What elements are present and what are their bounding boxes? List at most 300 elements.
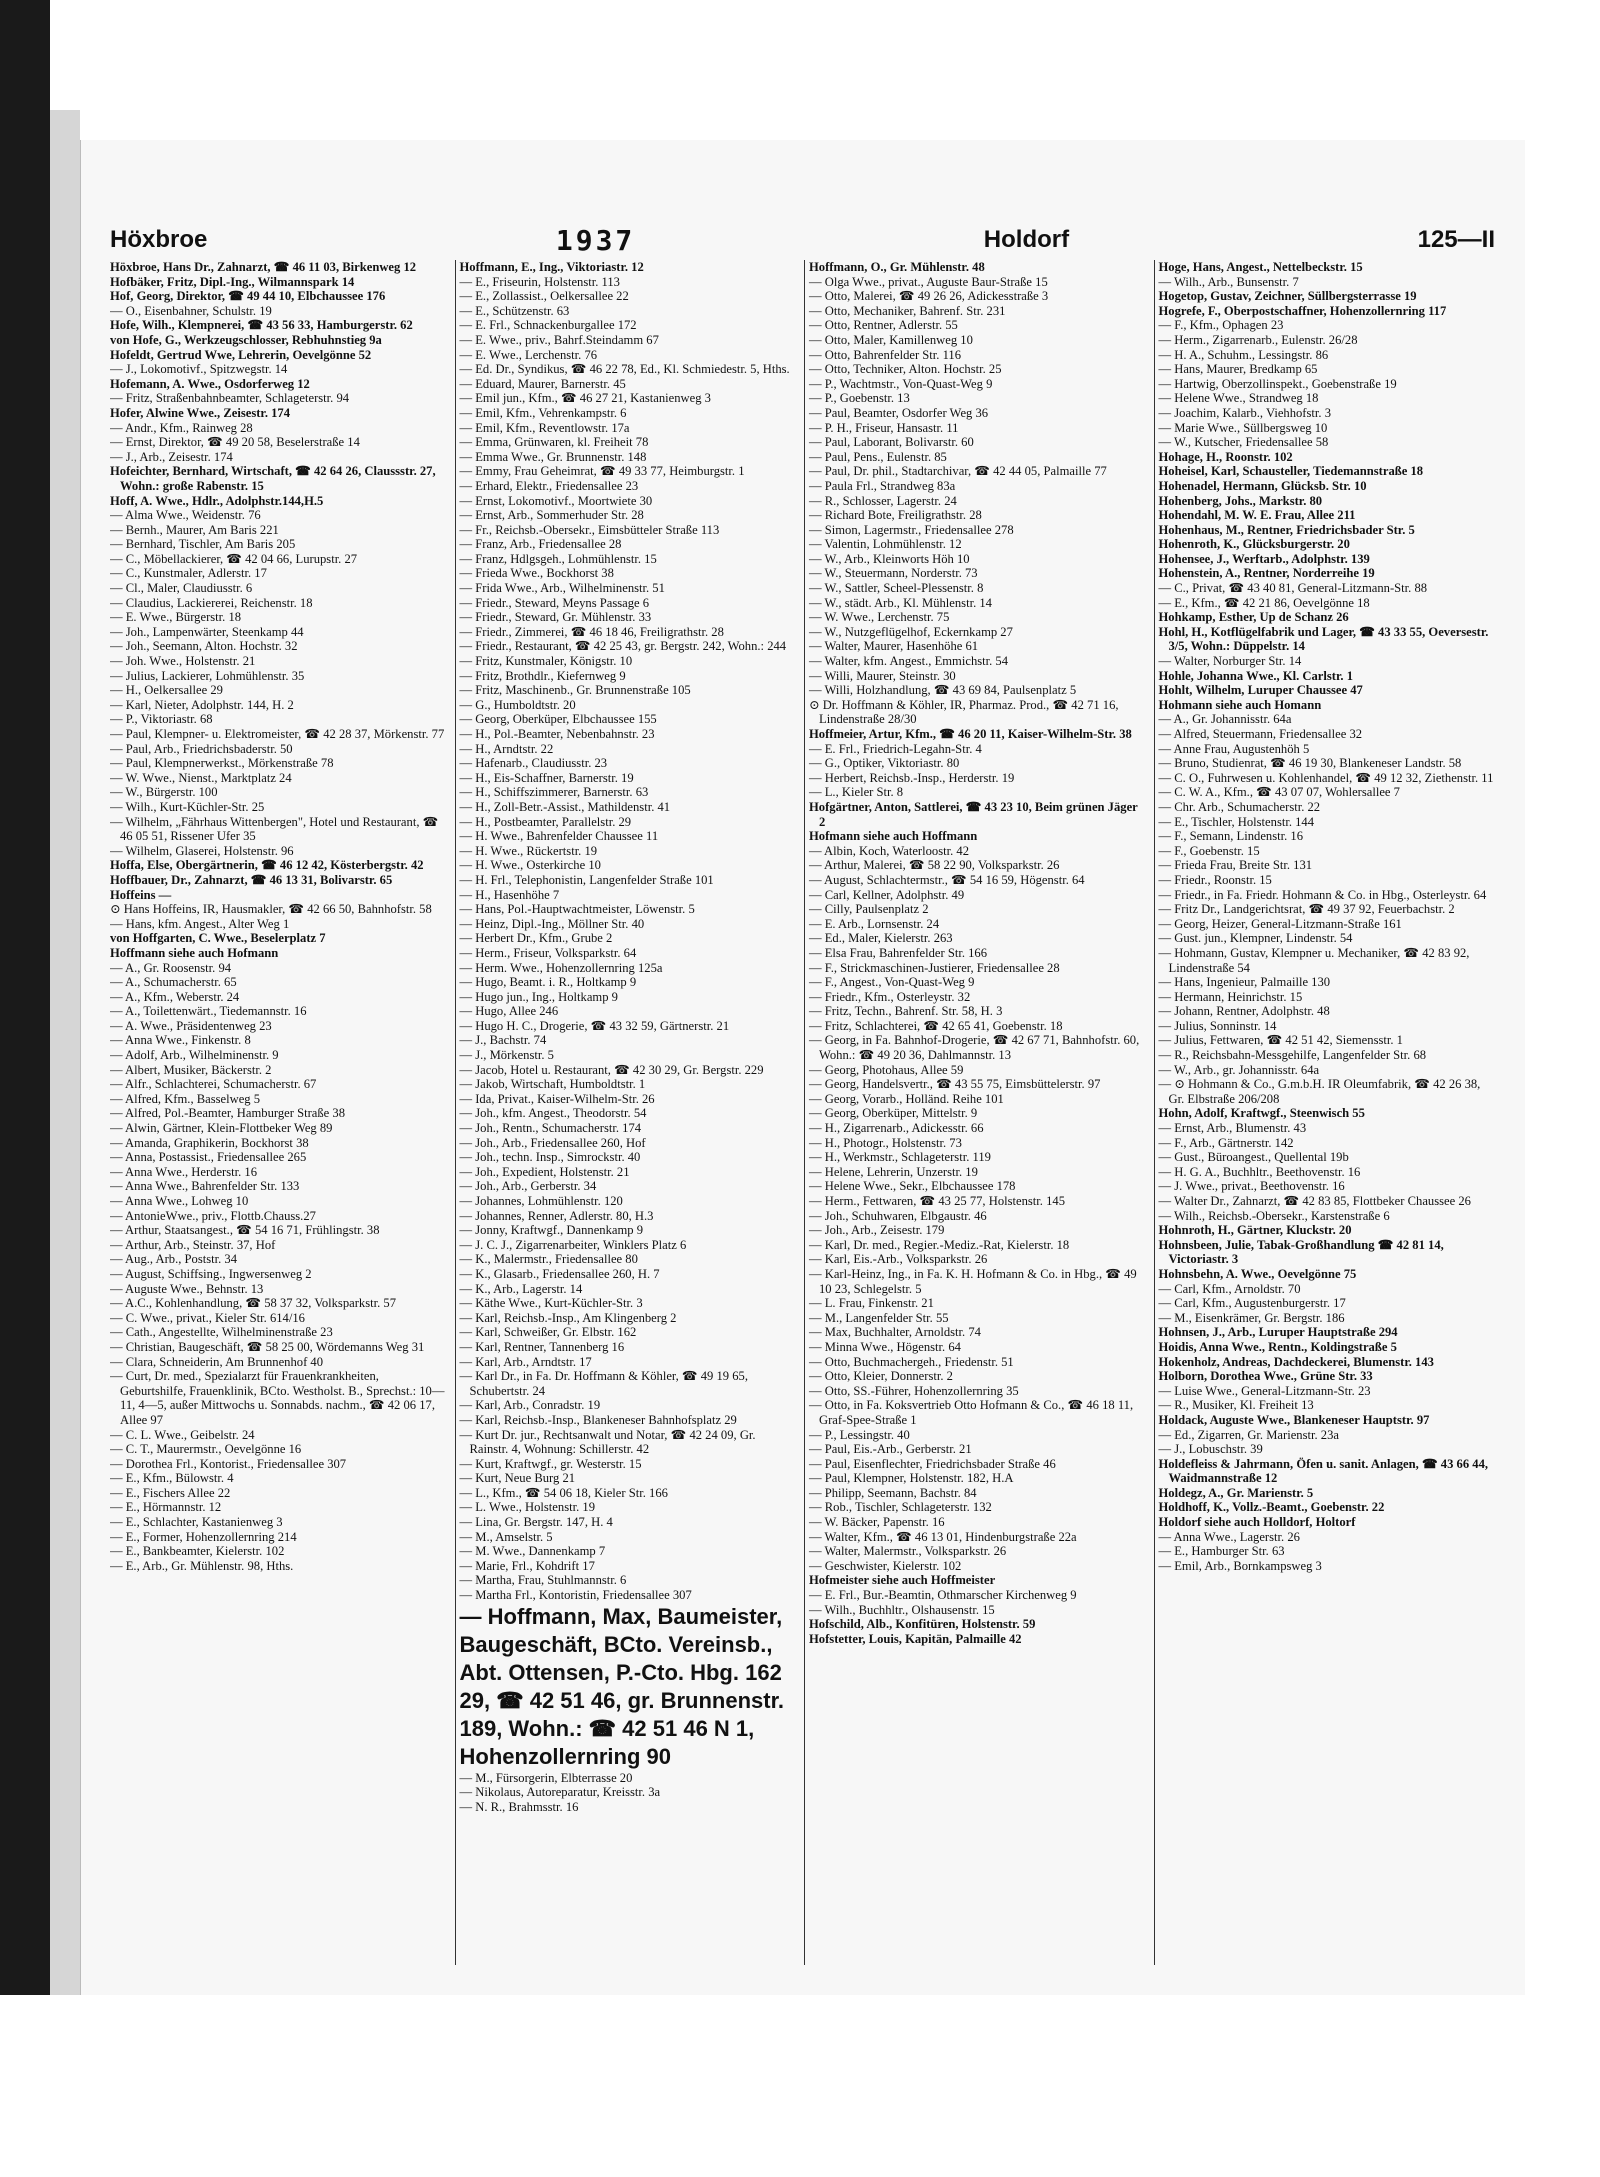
directory-entry: — Alfr., Schlachterei, Schumacherstr. 67 (110, 1077, 317, 1092)
directory-entry: — R., Reichsbahn-Messgehilfe, Langenfelder Str. 68 (1158, 1048, 1427, 1063)
directory-entry: — Otto, Kleier, Donnerstr. 2 (809, 1369, 953, 1384)
previous-page-edge (50, 110, 80, 1995)
directory-entry: — Hans, Maurer, Bredkamp 65 (1158, 362, 1318, 377)
directory-entry: — H. Wwe., Bahrenfelder Chaussee 11 (459, 829, 659, 844)
directory-entry: — Dorothea Frl., Kontorist., Friedensallee 307 (110, 1456, 347, 1471)
directory-entry: — Georg, Oberküper, Mittelstr. 9 (809, 1106, 978, 1121)
directory-entry: — Joh., Rentn., Schumacherstr. 174 (459, 1121, 642, 1136)
directory-entry: Hofstetter, Louis, Kapitän, Palmaille 42 (809, 1631, 1022, 1646)
directory-entry: Hohkamp, Esther, Up de Schanz 26 (1158, 610, 1349, 625)
directory-entry: Hoheisel, Karl, Schausteller, Tiedemannstraße 18 (1158, 464, 1424, 479)
directory-entry: — Hans, Ingenieur, Palmaille 130 (1158, 975, 1331, 990)
directory-entry: — F., Semann, Lindenstr. 16 (1158, 829, 1304, 844)
directory-entry: — Otto, Malerei, ☎ 49 26 26, Adickesstraße 3 (809, 289, 1049, 304)
directory-entry: — Herm., Friseur, Volksparkstr. 64 (459, 945, 637, 960)
directory-entry: Hof, Georg, Direktor, ☎ 49 44 10, Elbchaussee 176 (110, 289, 386, 304)
directory-entry: — W., Kutscher, Friedensallee 58 (1158, 435, 1329, 450)
directory-entry: — Ed., Maler, Kielerstr. 263 (809, 931, 953, 946)
directory-entry: Hofgärtner, Anton, Sattlerei, ☎ 43 23 10, Beim grünen Jäger 2 (809, 799, 1138, 829)
page-header (110, 222, 1495, 258)
directory-entry: — Fritz Dr., Landgerichtsrat, ☎ 49 37 92, Feuerbachstr. 2 (1158, 902, 1455, 917)
directory-entry: — Paul, Pens., Eulenstr. 85 (809, 449, 947, 464)
directory-entry: — Hugo, Beamt. i. R., Holtkamp 9 (459, 975, 637, 990)
directory-entry: — Emma Wwe., Gr. Brunnenstr. 148 (459, 449, 647, 464)
directory-entry: — Albert, Musiker, Bäckerstr. 2 (110, 1062, 272, 1077)
directory-entry: — Kurt, Neue Burg 21 (459, 1471, 576, 1486)
directory-entry: — Alfred, Steuermann, Friedensallee 32 (1158, 727, 1363, 741)
directory-entry: — Philipp, Seemann, Bachstr. 84 (809, 1485, 977, 1500)
directory-entry: — Wilhelm, Glaserei, Holstenstr. 96 (110, 843, 294, 858)
directory-entry: — Richard Bote, Freiligrathstr. 28 (809, 508, 982, 523)
directory-entry: — Franz, Hdlgsgeh., Lohmühlenstr. 15 (459, 551, 657, 566)
directory-entry: — Kurt Dr. jur., Rechtsanwalt und Notar, ☎ 42 24 09, Gr. Rainstr. 4, Wohnung: Schillerstr. 42 (459, 1427, 756, 1457)
directory-entry: von Hofe, G., Werkzeugschlosser, Rebhuhnstieg 9a (110, 332, 382, 347)
directory-entry: — E., Zollassist., Oelkersallee 22 (459, 289, 629, 304)
directory-entry: — Hermann, Heinrichstr. 15 (1158, 989, 1303, 1004)
directory-entry: — Walter, Maurer, Hasenhöhe 61 (809, 639, 979, 654)
directory-entry: — Karl, Eis.-Arb., Volksparkstr. 26 (809, 1252, 988, 1267)
directory-entry: — Fr., Reichsb.-Obersekr., Eimsbütteler Straße 113 (459, 522, 720, 537)
directory-entry: Hohmann siehe auch Homann (1158, 697, 1322, 712)
directory-entry: — J., Bachstr. 74 (459, 1033, 547, 1048)
directory-entry: Hofemann, A. Wwe., Osdorferweg 12 (110, 376, 310, 391)
directory-entry: — Willi, Maurer, Steinstr. 30 (809, 668, 956, 683)
directory-entry: Hofeichter, Bernhard, Wirtschaft, ☎ 42 64 26, Claussstr. 27, Wohn.: große Rabenstr. 15 (110, 464, 436, 493)
directory-entry: — Eduard, Maurer, Barnerstr. 45 (459, 376, 626, 391)
directory-entry: — Willi, Holzhandlung, ☎ 43 69 84, Paulsenplatz 5 (809, 683, 1077, 698)
directory-entry: Hohnroth, H., Gärtner, Kluckstr. 20 (1158, 1223, 1352, 1238)
directory-entry: — M. Wwe., Dannenkamp 7 (459, 1544, 606, 1559)
directory-entry: — Frieda Wwe., Bockhorst 38 (459, 566, 614, 581)
directory-entry: — Georg, Heizer, General-Litzmann-Straße 161 (1158, 916, 1402, 931)
directory-entry: — Joh., techn. Insp., Simrockstr. 40 (459, 1150, 641, 1165)
directory-entry: — Georg, Photohaus, Allee 59 (809, 1062, 964, 1077)
directory-entry: — Helene Wwe., Sekr., Elbchaussee 178 (809, 1179, 1016, 1194)
directory-entry: Hohnsbehn, A. Wwe., Oevelgönne 75 (1158, 1266, 1357, 1281)
directory-entry: — E. Frl., Bur.-Beamtin, Othmarscher Kirchenweg 9 (809, 1588, 1077, 1603)
directory-entry: — Joachim, Kalarb., Viehhofstr. 3 (1158, 405, 1331, 420)
directory-entry: — Georg, Vorarb., Holländ. Reihe 101 (809, 1091, 1004, 1106)
directory-entry: ⊙ Dr. Hoffmann & Köhler, IR, Pharmaz. Prod., ☎ 42 71 16, Lindenstraße 28/30 (809, 697, 1119, 727)
directory-entry: — Joh., Seemann, Alton. Hochstr. 32 (110, 639, 298, 654)
directory-entry: — Olga Wwe., privat., Auguste Baur-Straße 15 (809, 274, 1048, 289)
directory-entry: — Auguste Wwe., Behnstr. 13 (110, 1281, 264, 1296)
directory-entry: — Emil jun., Kfm., ☎ 46 27 21, Kastanienweg 3 (459, 391, 711, 406)
directory-entry: Hoge, Hans, Angest., Nettelbeckstr. 15 (1158, 260, 1363, 274)
directory-entry: — Hans, kfm. Angest., Alter Weg 1 (110, 916, 290, 931)
directory-entry: — P., Wachtmstr., Von-Quast-Weg 9 (809, 376, 993, 391)
directory-entry: Hogrefe, F., Oberpostschaffner, Hohenzollernring 117 (1158, 303, 1447, 318)
directory-entry: — Anna Wwe., Finkenstr. 8 (110, 1033, 251, 1048)
directory-entry: — Emil, Kfm., Vehrenkampstr. 6 (459, 405, 627, 420)
directory-entry: — E., Fischers Allee 22 (110, 1485, 231, 1500)
directory-entry: — Anna Wwe., Lohweg 10 (110, 1194, 249, 1208)
directory-entry: — Karl, Nieter, Adolphstr. 144, H. 2 (110, 697, 294, 712)
directory-entry: — Joh., Arb., Zeisestr. 179 (809, 1223, 945, 1238)
directory-entry: — Carl, Kellner, Adolphstr. 49 (809, 887, 965, 902)
directory-entry: Hohensee, J., Werftarb., Adolphstr. 139 (1158, 551, 1370, 566)
directory-entry: — E. Arb., Lornsenstr. 24 (809, 916, 940, 931)
directory-entry: — Wilh., Kurt-Küchler-Str. 25 (110, 799, 265, 814)
directory-entry: — Friedr., Steward, Gr. Mühlenstr. 33 (459, 610, 652, 625)
page-number: 125—II (1417, 226, 1495, 253)
directory-entry: — M., Amselstr. 5 (459, 1529, 553, 1544)
directory-entry: — E., Hamburger Str. 63 (1158, 1544, 1285, 1559)
directory-entry: — G., Humboldtstr. 20 (459, 697, 576, 712)
directory-entry: — Otto, in Fa. Koksvertrieb Otto Hofmann & Co., ☎ 46 18 11, Graf-Spee-Straße 1 (809, 1398, 1134, 1427)
directory-entry: — Karl, Arb., Conradstr. 19 (459, 1398, 601, 1413)
directory-entry: — W., Sattler, Scheel-Plessenstr. 8 (809, 581, 984, 596)
directory-entry: Hofschild, Alb., Konfitüren, Holstenstr. 59 (809, 1617, 1036, 1632)
directory-entry: — Paul, Eisenflechter, Friedrichsbader Straße 46 (809, 1456, 1056, 1471)
directory-entry: — E. Frl., Friedrich-Legahn-Str. 4 (809, 741, 982, 756)
directory-entry: — Martha Frl., Kontoristin, Friedensallee 307 (459, 1588, 692, 1603)
directory-entry: — Curt, Dr. med., Spezialarzt für Frauenkrankheiten, Geburtshilfe, Frauenklinik, BCto. Westholst. B., Sprechst.: 10—11, 4—5, außer Mittwochs u. Sonnabds. nachm., ☎ 42 06 17, Allee 97 (110, 1369, 445, 1427)
directory-entry: — Otto, Bahrenfelder Str. 116 (809, 347, 962, 362)
directory-entry: — E. Frl., Schnackenburgallee 172 (459, 318, 637, 333)
directory-entry: — Hartwig, Oberzollinspekt., Goebenstraße 19 (1158, 376, 1397, 391)
directory-entry: — J., Mörkenstr. 5 (459, 1048, 554, 1063)
directory-entry: Holborn, Dorothea Wwe., Grüne Str. 33 (1158, 1369, 1373, 1384)
directory-entry: — Helene, Lehrerin, Unzerstr. 19 (809, 1164, 978, 1179)
directory-entry: — P., Goebenstr. 13 (809, 391, 910, 406)
directory-entry: — Alfred, Kfm., Basselweg 5 (110, 1091, 261, 1106)
directory-entry: — Elsa Frau, Bahrenfelder Str. 166 (809, 945, 988, 960)
directory-entry: — H., Schiffszimmerer, Barnerstr. 63 (459, 785, 649, 800)
directory-entry: — H., Postbeamter, Parallelstr. 29 (459, 814, 632, 829)
directory-entry: — A., Toilettenwärt., Tiedemannstr. 16 (110, 1004, 307, 1019)
column-3 (804, 260, 1146, 1965)
directory-entry: — Paula Frl., Strandweg 83a (809, 478, 956, 493)
directory-entry: Hoff, A. Wwe., Hdlr., Adolphstr.144,H.5 (110, 493, 324, 508)
directory-entry: — Karl-Heinz, Ing., in Fa. K. H. Hofmann & Co. in Hbg., ☎ 49 10 23, Schlegelstr. 5 (809, 1266, 1137, 1296)
directory-entry: ⊙ Hans Hoffeins, IR, Hausmakler, ☎ 42 66 50, Bahnhofstr. 58 (110, 902, 432, 917)
directory-entry: Holdorf siehe auch Holldorf, Holtorf (1158, 1515, 1356, 1530)
directory-entry: — Franz, Arb., Friedensallee 28 (459, 537, 622, 552)
directory-entry: — Friedr., in Fa. Friedr. Hohmann & Co. in Hbg., Osterleystr. 64 (1158, 887, 1487, 902)
directory-entry: — Walter, kfm. Angest., Emmichstr. 54 (809, 654, 1009, 669)
directory-entry: — Johannes, Renner, Adlerstr. 80, H.3 (459, 1208, 654, 1223)
directory-entry: — Otto, Techniker, Alton. Hochstr. 25 (809, 362, 1002, 377)
directory-entry: — Friedr., Roonstr. 15 (1158, 872, 1272, 887)
directory-entry: — H., Zoll-Betr.-Assist., Mathildenstr. 41 (459, 799, 671, 814)
directory-entry: — H. G. A., Buchhltr., Beethovenstr. 16 (1158, 1164, 1361, 1179)
directory-entry: — Emma, Grünwaren, kl. Freiheit 78 (459, 435, 649, 450)
directory-entry: — Wilh., Arb., Bunsenstr. 7 (1158, 274, 1299, 289)
directory-entry: — E., Friseurin, Holstenstr. 113 (459, 274, 620, 289)
directory-entry: — W., Steuermann, Norderstr. 73 (809, 566, 978, 581)
directory-entry: — W., Arb., gr. Johannisstr. 64a (1158, 1062, 1320, 1077)
directory-entry: — W. Wwe., Lerchenstr. 75 (809, 610, 950, 625)
directory-entry: Hokenholz, Andreas, Dachdeckerei, Blumenstr. 143 (1158, 1354, 1434, 1369)
directory-entry: — F., Arb., Gärtnerstr. 142 (1158, 1135, 1294, 1150)
directory-entry: Holdhoff, K., Vollz.-Beamt., Goebenstr. 22 (1158, 1500, 1385, 1515)
directory-entry: — K., Glasarb., Friedensallee 260, H. 7 (459, 1266, 660, 1281)
directory-entry: — Jacob, Hotel u. Restaurant, ☎ 42 30 29, Gr. Bergstr. 229 (459, 1062, 764, 1077)
directory-entry: — Adolf, Arb., Wilhelminenstr. 9 (110, 1048, 279, 1063)
directory-entry: — Geschwister, Kielerstr. 102 (809, 1558, 962, 1573)
directory-entry: Hofer, Alwine Wwe., Zeisestr. 174 (110, 405, 291, 420)
directory-entry: — L. Wwe., Holstenstr. 19 (459, 1500, 595, 1515)
directory-entry: — Max, Buchhalter, Arnoldstr. 74 (809, 1325, 981, 1340)
directory-entry: — W. Wwe., Nienst., Marktplatz 24 (110, 770, 292, 785)
directory-entry: — Christian, Baugeschäft, ☎ 58 25 00, Wördemanns Weg 31 (110, 1339, 425, 1354)
directory-entry: — Joh., Arb., Gerberstr. 34 (459, 1179, 597, 1194)
directory-entry: — Fritz, Kunstmaler, Königstr. 10 (459, 654, 633, 669)
directory-entry: — N. R., Brahmsstr. 16 (459, 1799, 579, 1814)
directory-entry: — H. Wwe., Osterkirche 10 (459, 858, 601, 873)
directory-entry: Hohenstein, A., Rentner, Norderreihe 19 (1158, 566, 1375, 581)
directory-entry: — Luise Wwe., General-Litzmann-Str. 23 (1158, 1383, 1371, 1398)
directory-entry: — P. H., Friseur, Hansastr. 11 (809, 420, 959, 435)
directory-entry: — C. O., Fuhrwesen u. Kohlenhandel, ☎ 49 12 32, Ziethenstr. 11 (1158, 770, 1494, 785)
directory-entry: — Alfred, Pol.-Beamter, Hamburger Straße 38 (110, 1106, 345, 1121)
directory-entry: — E., Schützenstr. 63 (459, 303, 570, 318)
directory-entry: — Julius, Fettwaren, ☎ 42 51 42, Siemensstr. 1 (1158, 1033, 1403, 1048)
directory-entry: — O., Eisenbahner, Schulstr. 19 (110, 303, 272, 318)
directory-entry: — Ernst, Arb., Blumenstr. 43 (1158, 1121, 1307, 1136)
directory-entry: — Karl, Reichsb.-Insp., Blankeneser Bahnhofsplatz 29 (459, 1412, 737, 1427)
directory-entry: — Joh., Lampenwärter, Steenkamp 44 (110, 624, 304, 639)
directory-entry: — E., Arb., Gr. Mühlenstr. 98, Hths. (110, 1558, 294, 1573)
column-1 (110, 260, 447, 1965)
directory-entry: — AntonieWwe., priv., Flottb.Chauss.27 (110, 1208, 316, 1223)
directory-entry: Hofmeister siehe auch Hoffmeister (809, 1573, 996, 1588)
directory-entry: — H. A., Schuhm., Lessingstr. 86 (1158, 347, 1329, 362)
directory-entry: — M., Fürsorgerin, Elbterrasse 20 (459, 1770, 633, 1785)
directory-entry: — Hugo, Allee 246 (459, 1004, 559, 1019)
directory-entry: — Otto, Buchmachergeh., Friedenstr. 51 (809, 1354, 1014, 1369)
directory-entry: von Hoffgarten, C. Wwe., Beselerplatz 7 (110, 931, 326, 946)
directory-entry: — Gust., Büroangest., Quellental 19b (1158, 1150, 1349, 1165)
directory-entry: — M., Eisenkrämer, Gr. Bergstr. 186 (1158, 1310, 1345, 1325)
directory-entry: — August, Schiffsing., Ingwersenweg 2 (110, 1266, 312, 1281)
directory-entry: Hohenberg, Johs., Markstr. 80 (1158, 493, 1323, 508)
directory-entry: — L., Kfm., ☎ 54 06 18, Kieler Str. 166 (459, 1485, 668, 1500)
directory-entry: Höxbroe, Hans Dr., Zahnarzt, ☎ 46 11 03, Birkenweg 12 (110, 260, 417, 274)
directory-entry: — H., Arndtstr. 22 (459, 741, 554, 756)
directory-entry: — H., Pol.-Beamter, Nebenbahnstr. 23 (459, 727, 655, 741)
scan-bottom-margin (0, 1995, 1600, 2177)
directory-entry: — K., Arb., Lagerstr. 14 (459, 1281, 583, 1296)
directory-entry: — A., Gr. Roosenstr. 94 (110, 960, 232, 975)
directory-entry: — A., Schumacherstr. 65 (110, 975, 237, 990)
directory-entry: — Fritz, Schlachterei, ☎ 42 65 41, Goebenstr. 18 (809, 1018, 1063, 1033)
directory-entry: — Aug., Arb., Poststr. 34 (110, 1252, 238, 1267)
directory-entry: — Herbert, Reichsb.-Insp., Herderstr. 19 (809, 770, 1015, 785)
directory-entry: — Karl, Arb., Arndtstr. 17 (459, 1354, 592, 1369)
directory-entry: — J., Lobuschstr. 39 (1158, 1442, 1263, 1457)
directory-entry: — Ed. Dr., Syndikus, ☎ 46 22 78, Ed., Kl. Schmiedestr. 5, Hths. (459, 362, 790, 377)
directory-entry: — Emmy, Frau Geheimrat, ☎ 49 33 77, Heimburgstr. 1 (459, 464, 745, 479)
directory-entry: — Martha, Frau, Stuhlmannstr. 6 (459, 1573, 627, 1588)
directory-entry: — R., Musiker, Kl. Freiheit 13 (1158, 1398, 1314, 1413)
directory-entry: — Käthe Wwe., Kurt-Küchler-Str. 3 (459, 1296, 643, 1311)
directory-entry: Hoffmann siehe auch Hofmann (110, 945, 279, 960)
directory-entry: — Alma Wwe., Weidenstr. 76 (110, 508, 261, 523)
directory-entry: — Paul, Eis.-Arb., Gerberstr. 21 (809, 1442, 972, 1457)
directory-entry: — Carl, Kfm., Arnoldstr. 70 (1158, 1281, 1301, 1296)
directory-entry: — Anna Wwe., Lagerstr. 26 (1158, 1529, 1300, 1544)
directory-entry: Hohle, Johanna Wwe., Kl. Carlstr. 1 (1158, 668, 1354, 683)
directory-entry: — Friedr., Zimmerei, ☎ 46 18 46, Freiligrathstr. 28 (459, 624, 724, 639)
directory-entry: — C., Kunstmaler, Adlerstr. 17 (110, 566, 267, 581)
directory-entry: — Kurt, Kraftwgf., gr. Westerstr. 15 (459, 1456, 642, 1471)
directory-entry: Hohn, Adolf, Kraftwgf., Steenwisch 55 (1158, 1106, 1365, 1121)
directory-entry: — Claudius, Lackiererei, Reichenstr. 18 (110, 595, 313, 610)
directory-entry: Holdack, Auguste Wwe., Blankeneser Hauptstr. 97 (1158, 1412, 1430, 1427)
directory-entry: — Ernst, Direktor, ☎ 49 20 58, Beselerstraße 14 (110, 435, 360, 450)
column-4 (1154, 260, 1496, 1965)
directory-entry: Hohnsen, J., Arb., Luruper Hauptstraße 294 (1158, 1325, 1398, 1340)
directory-entry: Hoffbauer, Dr., Zahnarzt, ☎ 46 13 31, Bolivarstr. 65 (110, 872, 393, 887)
directory-entry: — Ida, Privat., Kaiser-Wilhelm-Str. 26 (459, 1091, 655, 1106)
directory-entry: — A., Gr. Johannisstr. 64a (1158, 712, 1292, 727)
directory-entry: — Friedr., Restaurant, ☎ 42 25 43, gr. Bergstr. 242, Wohn.: 244 (459, 639, 787, 654)
directory-entry: — Carl, Kfm., Augustenburgerstr. 17 (1158, 1296, 1346, 1311)
directory-entry: — Bruno, Studienrat, ☎ 46 19 30, Blankeneser Landstr. 58 (1158, 756, 1462, 771)
directory-entry: Hohenhaus, M., Rentner, Friedrichsbader Str. 5 (1158, 522, 1415, 537)
directory-entry: — Anna, Postassist., Friedensallee 265 (110, 1150, 307, 1165)
directory-entry: — Andr., Kfm., Rainweg 28 (110, 420, 253, 435)
directory-entry: — Joh., kfm. Angest., Theodorstr. 54 (459, 1106, 647, 1121)
directory-entry: — W. Bäcker, Papenstr. 16 (809, 1515, 945, 1530)
directory-entry: — J. C. J., Zigarrenarbeiter, Winklers Platz 6 (459, 1237, 687, 1252)
directory-entry: — W., Arb., Kleinworts Höh 10 (809, 551, 970, 566)
directory-entry: Hohendahl, M. W. E. Frau, Allee 211 (1158, 508, 1356, 523)
directory-entry: Hofe, Wilh., Klempnerei, ☎ 43 56 33, Hamburgerstr. 62 (110, 318, 413, 333)
directory-entry: — Paul, Arb., Friedrichsbaderstr. 50 (110, 741, 293, 756)
directory-entry: — Fritz, Straßenbahnbeamter, Schlageterstr. 94 (110, 391, 350, 406)
directory-entry: — Georg, Oberküper, Elbchaussee 155 (459, 712, 657, 727)
scan-dark-edge (0, 0, 50, 1995)
directory-entry: — Walter, Norburger Str. 14 (1158, 654, 1302, 669)
directory-entry: — Otto, Mechaniker, Bahrenf. Str. 231 (809, 303, 1006, 318)
directory-entry: — Marie Wwe., Süllbergsweg 10 (1158, 420, 1328, 435)
directory-entry: — Ed., Zigarren, Gr. Marienstr. 23a (1158, 1427, 1339, 1442)
directory-entry: — Wilh., Buchhltr., Olshausenstr. 15 (809, 1602, 995, 1617)
directory-entry: — Cilly, Paulsenplatz 2 (809, 902, 929, 917)
directory-entry: — C., Möbellackierer, ☎ 42 04 66, Lurupstr. 27 (110, 551, 358, 566)
directory-entry: — E., Tischler, Holstenstr. 144 (1158, 814, 1315, 829)
directory-entry: — W., Nutzgeflügelhof, Eckernkamp 27 (809, 624, 1013, 639)
directory-entry: — Helene Wwe., Strandweg 18 (1158, 391, 1319, 406)
directory-entry: — Julius, Lackierer, Lohmühlenstr. 35 (110, 668, 305, 683)
directory-entry: — August, Schlachtermstr., ☎ 54 16 59, Högenstr. 64 (809, 872, 1085, 887)
directory-entry: — Cl., Maler, Claudiusstr. 6 (110, 581, 253, 596)
directory-entry: — C. Wwe., privat., Kieler Str. 614/16 (110, 1310, 305, 1325)
directory-entry: — Karl, Rentner, Tannenberg 16 (459, 1339, 625, 1354)
directory-columns (110, 260, 1495, 1965)
directory-entry: — Amanda, Graphikerin, Bockhorst 38 (110, 1135, 309, 1150)
directory-entry: — Simon, Lagermstr., Friedensallee 278 (809, 522, 1014, 537)
directory-entry: — E. Wwe., Lerchenstr. 76 (459, 347, 598, 362)
directory-entry: — Otto, Maler, Kamillenweg 10 (809, 332, 973, 347)
directory-entry: — Arthur, Staatsangest., ☎ 54 16 71, Frühlingstr. 38 (110, 1223, 380, 1238)
directory-entry: — P., Lessingstr. 40 (809, 1427, 910, 1442)
directory-entry: — Otto, SS.-Führer, Hohenzollernring 35 (809, 1383, 1019, 1398)
directory-entry: — Wilh., Reichsb.-Obersekr., Karstenstraße 6 (1158, 1208, 1390, 1223)
directory-entry: — Emil, Arb., Bornkampsweg 3 (1158, 1558, 1322, 1573)
directory-entry: — J., Lokomotivf., Spitzwegstr. 14 (110, 362, 288, 377)
directory-entry: Hofmann siehe auch Hoffmann (809, 829, 978, 844)
directory-entry: Hofeldt, Gertrud Wwe, Lehrerin, Oevelgönne 52 (110, 347, 372, 362)
directory-entry: — H., Hasenhöhe 7 (459, 887, 560, 902)
directory-entry: — Fritz, Maschinenb., Gr. Brunnenstraße 105 (459, 683, 691, 698)
directory-entry: — Alwin, Gärtner, Klein-Flottbeker Weg 89 (110, 1121, 333, 1136)
directory-entry: — F., Angest., Von-Quast-Weg 9 (809, 975, 975, 990)
directory-entry: — Emil, Kfm., Reventlowstr. 17a (459, 420, 630, 435)
directory-entry: — J. Wwe., privat., Beethovenstr. 16 (1158, 1179, 1345, 1194)
directory-entry: — E., Hörmannstr. 12 (110, 1500, 222, 1515)
directory-entry: — A., Kfm., Weberstr. 24 (110, 989, 240, 1004)
directory-entry: — Cath., Angestellte, Wilhelminenstraße 23 (110, 1325, 333, 1340)
directory-entry: — Herm., Zigarrenarb., Eulenstr. 26/28 (1158, 332, 1358, 347)
directory-entry: — Chr. Arb., Schumacherstr. 22 (1158, 799, 1321, 814)
directory-entry: — Paul, Klempnerwerkst., Mörkenstraße 78 (110, 756, 334, 771)
directory-entry: — Paul, Laborant, Bolivarstr. 60 (809, 435, 974, 450)
directory-entry: — Gust. jun., Klempner, Lindenstr. 54 (1158, 931, 1353, 946)
directory-entry: — W., Bürgerstr. 100 (110, 785, 218, 800)
directory-entry: — Friedr., Steward, Meyns Passage 6 (459, 595, 650, 610)
directory-entry: Holdefleiss & Jahrmann, Öfen u. sanit. Anlagen, ☎ 43 66 44, Waidmannstraße 12 (1158, 1456, 1489, 1486)
directory-entry: — F., Kfm., Ophagen 23 (1158, 318, 1284, 333)
directory-entry: — Ernst, Arb., Sommerhuder Str. 28 (459, 508, 644, 523)
directory-entry: — E. Wwe., priv., Bahrf.Steindamm 67 (459, 332, 659, 347)
directory-entry: — Herm. Wwe., Hohenzollernring 125a (459, 960, 663, 975)
directory-entry: — Anna Wwe., Herderstr. 16 (110, 1164, 258, 1179)
directory-entry: — Walter, Malermstr., Volksparkstr. 26 (809, 1544, 1007, 1559)
directory-entry: — E., Former, Hohenzollernring 214 (110, 1529, 297, 1544)
directory-entry: — H. Wwe., Rückertstr. 19 (459, 843, 598, 858)
directory-entry: — Valentin, Lohmühlenstr. 12 (809, 537, 962, 552)
directory-entry: — J., Arb., Zeisestr. 174 (110, 449, 233, 464)
directory-entry: — Hugo jun., Ing., Holtkamp 9 (459, 989, 618, 1004)
directory-entry: Hoffa, Else, Obergärtnerin, ☎ 46 12 42, Kösterbergstr. 42 (110, 858, 424, 873)
directory-entry: — Clara, Schneiderin, Am Brunnenhof 40 (110, 1354, 324, 1369)
directory-entry: Hoffmann, O., Gr. Mühlenstr. 48 (809, 260, 985, 274)
directory-entry: — Fritz, Techn., Bahrenf. Str. 58, H. 3 (809, 1004, 1003, 1019)
directory-entry: — Walter Dr., Zahnarzt, ☎ 42 83 85, Flottbeker Chaussee 26 (1158, 1194, 1471, 1208)
directory-entry: — K., Malermstr., Friedensallee 80 (459, 1252, 638, 1267)
directory-entry: — R., Schlosser, Lagerstr. 24 (809, 493, 957, 508)
directory-entry: — Joh. Wwe., Holstenstr. 21 (110, 654, 256, 669)
directory-entry: — C. W. A., Kfm., ☎ 43 07 07, Wohlersallee 7 (1158, 785, 1400, 800)
directory-entry: — A. Wwe., Präsidentenweg 23 (110, 1018, 272, 1033)
directory-entry: — Jakob, Wirtschaft, Humboldtstr. 1 (459, 1077, 646, 1092)
header-right-word: Holdorf (983, 226, 1070, 253)
directory-entry: — C. L. Wwe., Geibelstr. 24 (110, 1427, 255, 1442)
directory-entry: — W., städt. Arb., Kl. Mühlenstr. 14 (809, 595, 992, 610)
directory-entry: — Nikolaus, Autoreparatur, Kreisstr. 3a (459, 1785, 661, 1800)
directory-entry: — Paul, Klempner- u. Elektromeister, ☎ 42 28 37, Mörkenstr. 77 (110, 727, 445, 741)
directory-entry: — Jonny, Kraftwgf., Dannenkamp 9 (459, 1223, 644, 1238)
directory-entry: — Hugo H. C., Drogerie, ☎ 43 32 59, Gärtnerstr. 21 (459, 1018, 730, 1033)
directory-entry: — Johannes, Lohmühlenstr. 120 (459, 1194, 623, 1208)
directory-page (80, 140, 1525, 1995)
directory-entry: — Walter, Kfm., ☎ 46 13 01, Hindenburgstraße 22a (809, 1529, 1077, 1544)
directory-entry: Hoffmeier, Artur, Kfm., ☎ 46 20 11, Kaiser-Wilhelm-Str. 38 (809, 727, 1132, 741)
directory-entry: — Lina, Gr. Bergstr. 147, H. 4 (459, 1515, 613, 1530)
directory-entry: — Rob., Tischler, Schlageterstr. 132 (809, 1500, 992, 1515)
directory-entry: — H., Zigarrenarb., Adickesstr. 66 (809, 1121, 984, 1136)
directory-entry: — Joh., Expedient, Holstenstr. 21 (459, 1164, 630, 1179)
directory-entry: — Hoffmann, Max, Baumeister, Baugeschäft, BCto. Vereinsb., Abt. Ottensen, P.-Cto. Hbg. 162 29, ☎ 42 51 46, gr. Brunnenstr. 189, Wohn.: ☎ 42 51 46 N 1, Hohenzollernring 90 (459, 1603, 785, 1769)
directory-entry: — Erhard, Elektr., Friedensallee 23 (459, 478, 639, 493)
directory-entry: Hoffmann, E., Ing., Viktoriastr. 12 (459, 260, 644, 274)
directory-entry: — Frieda Frau, Breite Str. 131 (1158, 858, 1313, 873)
directory-entry: — E. Wwe., Bürgerstr. 18 (110, 610, 242, 625)
